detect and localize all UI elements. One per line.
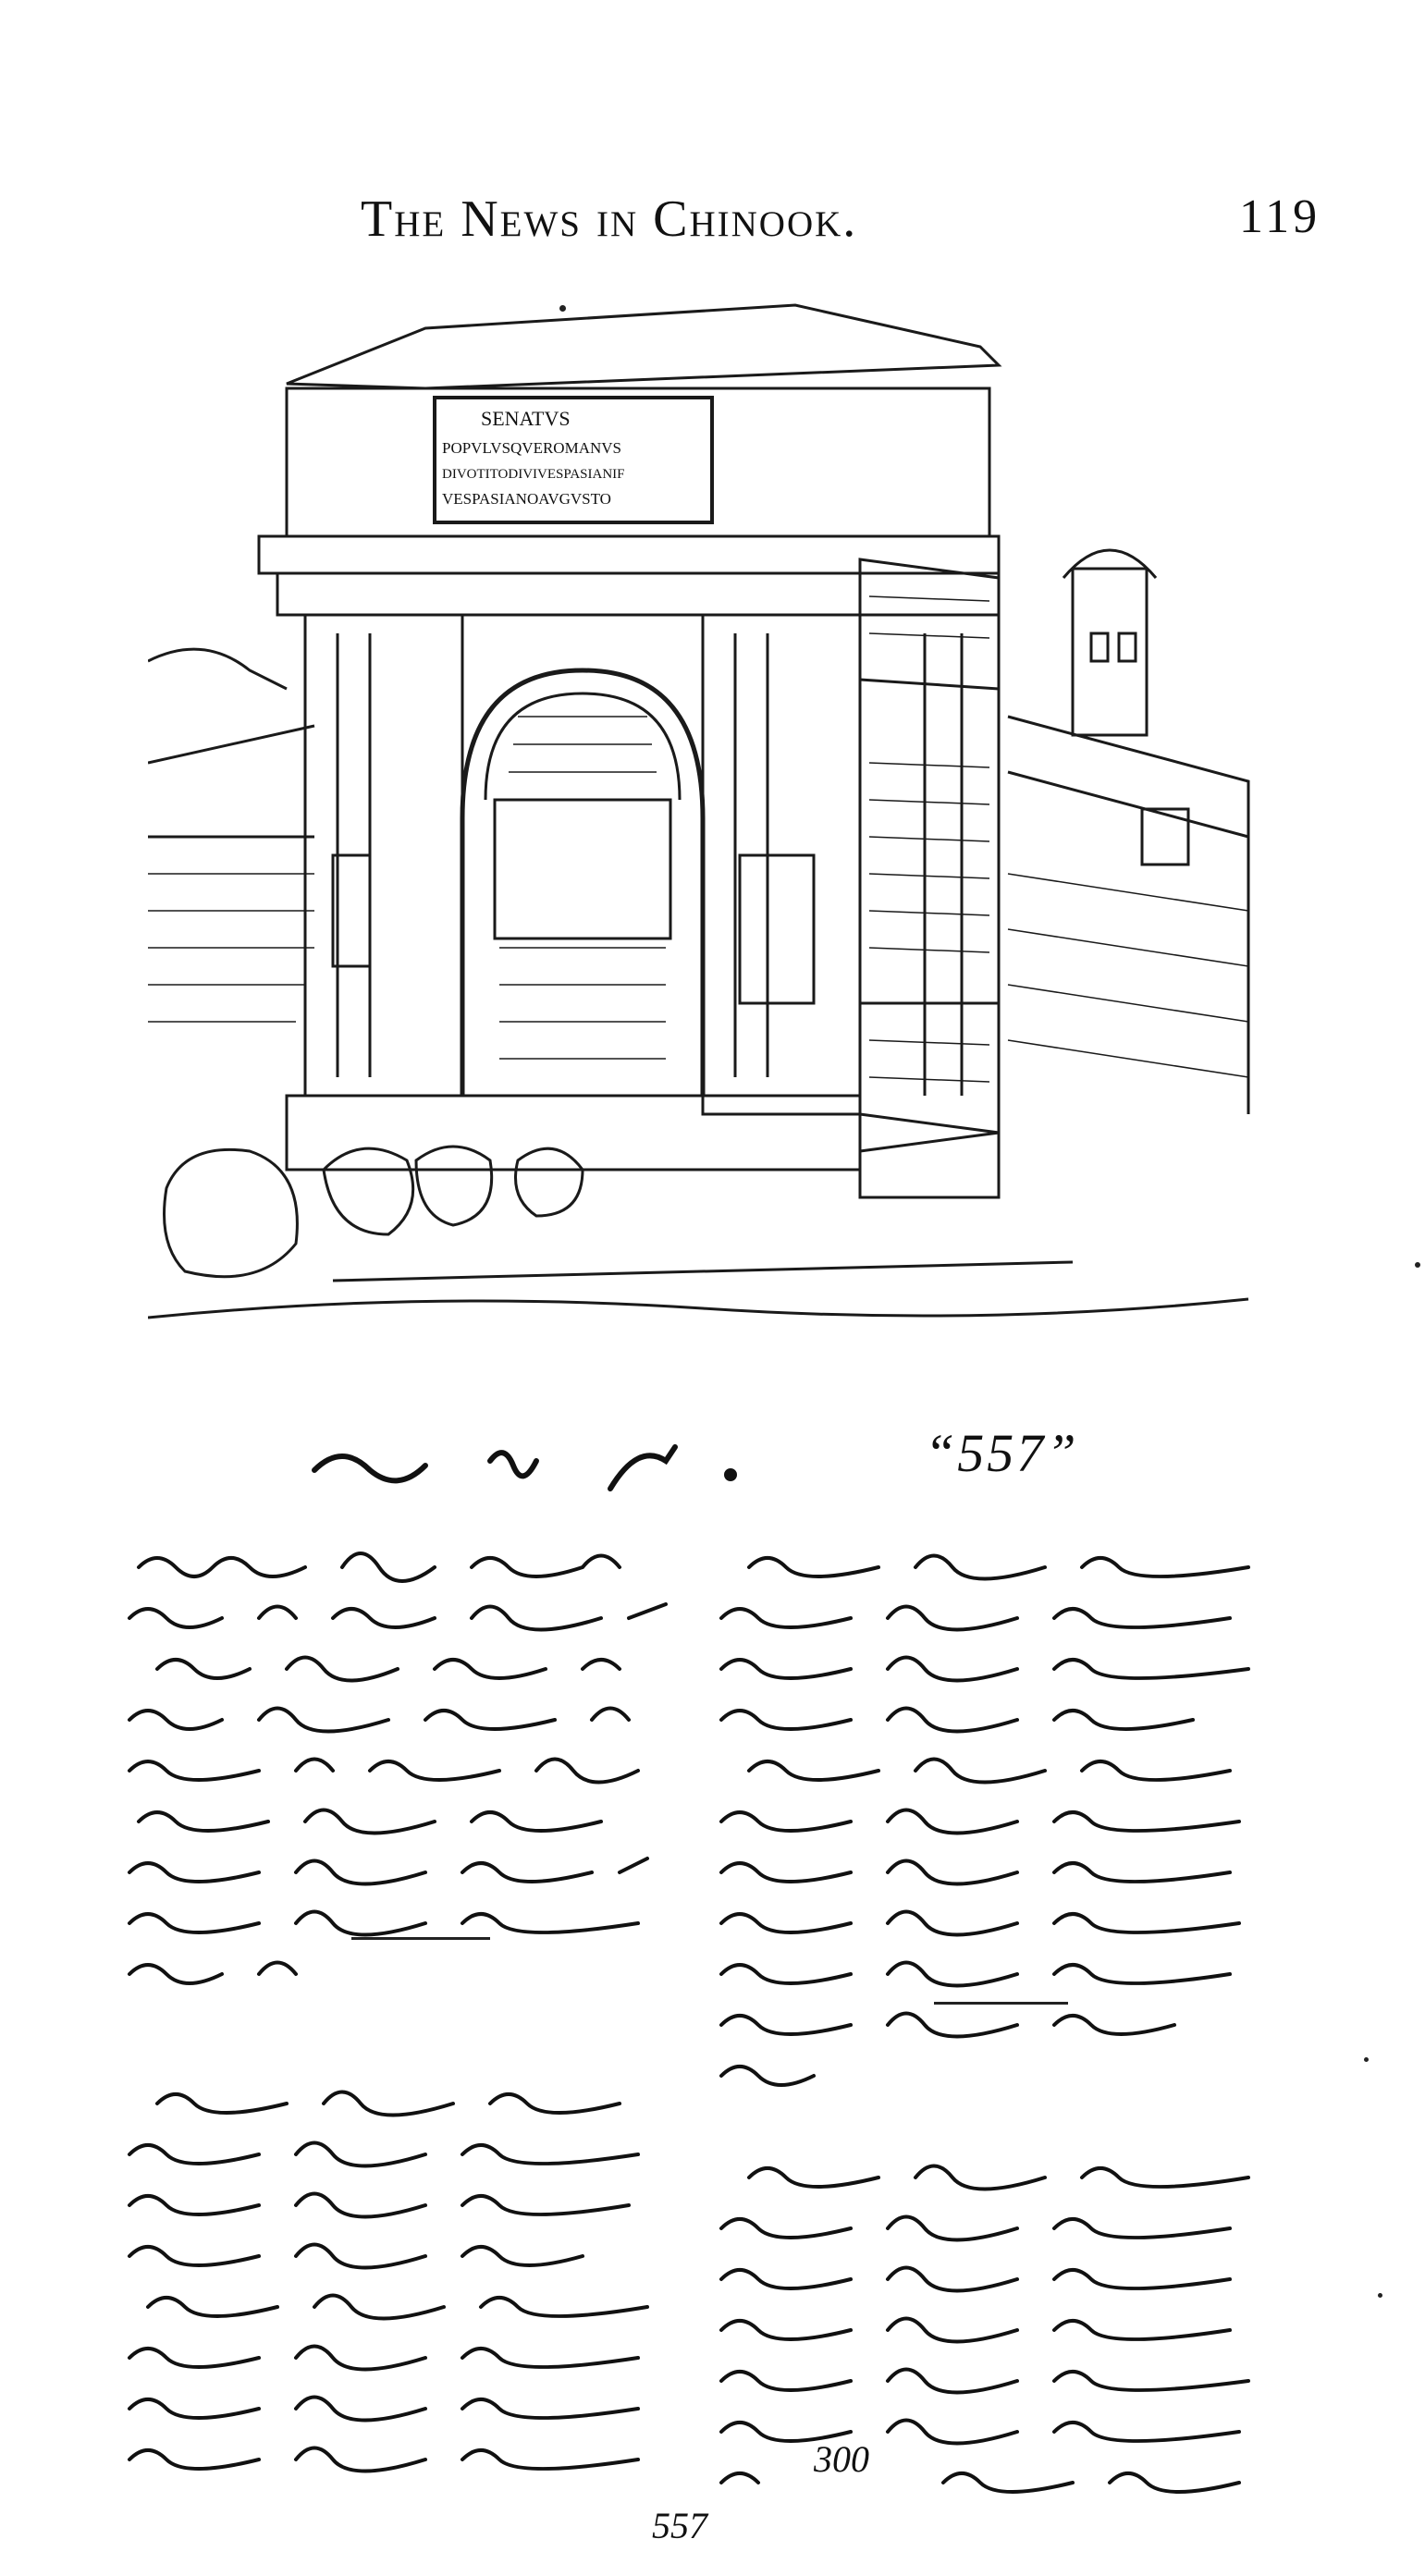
- inscription-line-1: SENATVS: [481, 407, 571, 430]
- inscription-line-3: DIVOTITODIVIVESPASIANIF: [442, 467, 625, 482]
- left-column-divider: [351, 1937, 490, 1940]
- stray-mark: [559, 305, 566, 312]
- right-column-shorthand-text: [712, 1530, 1285, 2529]
- inscription-line-2: POPVLVSQVEROMANVS: [442, 439, 621, 457]
- running-header-title: The News in Chinook.: [361, 190, 858, 248]
- right-column-divider: [934, 2002, 1068, 2005]
- inscription-line-4: VESPASIANOAVGVSTO: [442, 490, 611, 508]
- page-number: 119: [1239, 190, 1321, 243]
- right-inline-number: 300: [814, 2438, 869, 2480]
- left-inline-number: 557: [652, 2505, 707, 2546]
- arch-of-titus-engraving: [148, 282, 1267, 1410]
- left-column-shorthand-text: [120, 1530, 694, 2529]
- stray-mark: [1415, 1262, 1420, 1268]
- stray-mark: [1378, 2293, 1382, 2298]
- stray-mark: [1364, 2057, 1369, 2062]
- caption-number: “557”: [925, 1423, 1079, 1483]
